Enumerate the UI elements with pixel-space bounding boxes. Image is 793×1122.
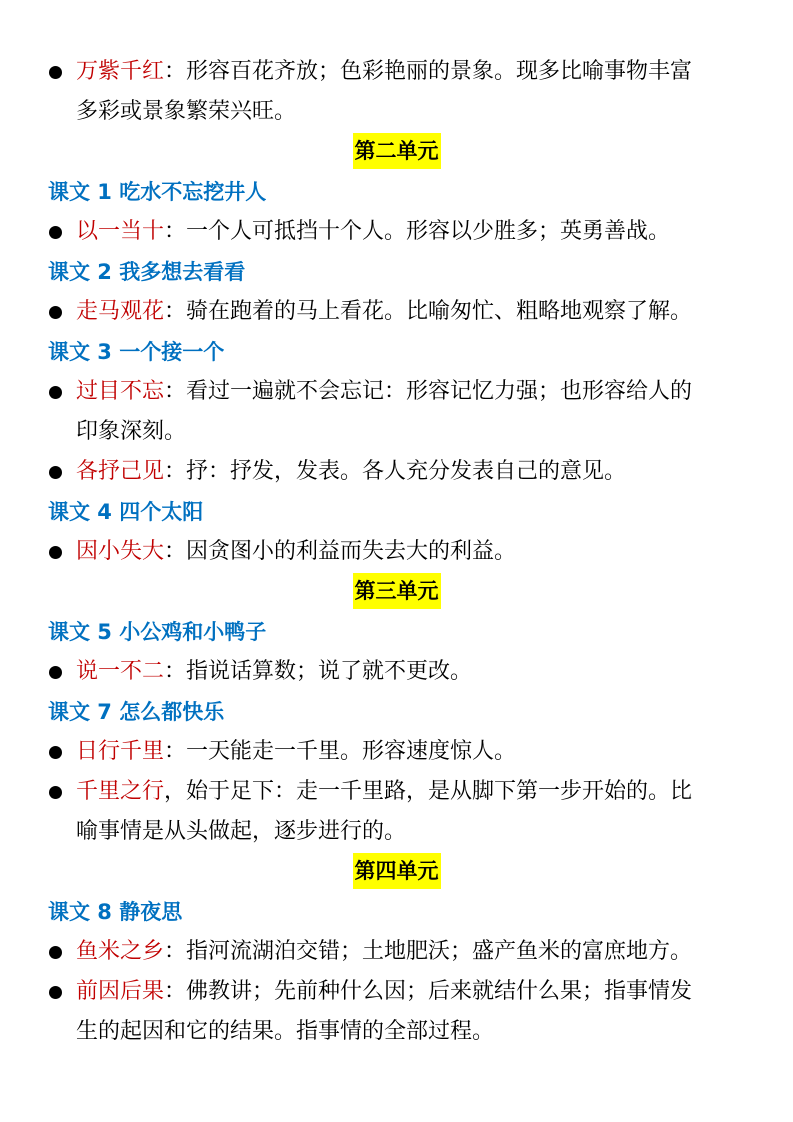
bullet-icon xyxy=(49,986,62,999)
idiom-term: 以一当十 xyxy=(76,219,165,244)
idiom-entry xyxy=(0,772,793,812)
idiom-definition: ：看过一遍就不会忘记：形容记忆力强；也形容给人的 xyxy=(164,379,693,404)
idiom-term: 因小失大 xyxy=(76,539,165,564)
lesson-heading: 课文 1 吃水不忘挖井人 xyxy=(48,180,267,204)
idiom-definition: ：形容百花齐放；色彩艳丽的景象。现多比喻事物丰富 xyxy=(164,59,693,84)
idiom-definition-continued: 多彩或景象繁荣兴旺。 xyxy=(76,99,297,124)
idiom-term: 走马观花 xyxy=(76,299,165,324)
lesson-heading: 课文 4 四个太阳 xyxy=(48,500,204,524)
idiom-entry xyxy=(0,452,793,492)
bullet-icon xyxy=(49,546,62,559)
idiom-definition-continued: 喻事情是从头做起，逐步进行的。 xyxy=(76,819,407,844)
idiom-term: 说一不二 xyxy=(76,659,165,684)
idiom-definition: ：一个人可抵挡十个人。形容以少胜多；英勇善战。 xyxy=(164,219,671,244)
bullet-icon xyxy=(49,946,62,959)
idiom-term: 千里之行 xyxy=(76,779,165,804)
lesson-heading: 课文 8 静夜思 xyxy=(48,900,183,924)
idiom-term: 前因后果 xyxy=(76,979,165,1004)
lesson-heading: 课文 2 我多想去看看 xyxy=(48,260,246,284)
idiom-term: 万紫千红 xyxy=(76,59,165,84)
unit-title: 第四单元 xyxy=(353,853,441,889)
unit-heading xyxy=(0,132,793,172)
idiom-entry xyxy=(0,292,793,332)
lesson-heading: 课文 5 小公鸡和小鸭子 xyxy=(48,620,267,644)
idiom-entry xyxy=(0,732,793,772)
idiom-definition: ：抒：抒发，发表。各人充分发表自己的意见。 xyxy=(164,459,627,484)
bullet-icon xyxy=(49,746,62,759)
idiom-definition: ：指河流湖泊交错；土地肥沃；盛产鱼米的富庶地方。 xyxy=(164,939,693,964)
lesson-heading: 课文 3 一个接一个 xyxy=(48,340,225,364)
idiom-entry xyxy=(0,932,793,972)
idiom-entry xyxy=(0,972,793,1012)
idiom-entry xyxy=(0,532,793,572)
bullet-icon xyxy=(49,666,62,679)
unit-heading xyxy=(0,852,793,892)
bullet-icon xyxy=(49,306,62,319)
idiom-term: 鱼米之乡 xyxy=(76,939,165,964)
bullet-icon xyxy=(49,66,62,79)
idiom-definition: ：指说话算数；说了就不更改。 xyxy=(164,659,473,684)
bullet-icon xyxy=(49,466,62,479)
idiom-definition-continued: 生的起因和它的结果。指事情的全部过程。 xyxy=(76,1019,495,1044)
idiom-definition-continued: 印象深刻。 xyxy=(76,419,187,444)
unit-title: 第三单元 xyxy=(353,573,441,609)
idiom-entry xyxy=(0,372,793,412)
idiom-definition: ：佛教讲；先前种什么因；后来就结什么果；指事情发 xyxy=(164,979,693,1004)
idiom-term: 各抒己见 xyxy=(76,459,165,484)
idiom-entry xyxy=(0,52,793,92)
lesson-heading: 课文 7 怎么都快乐 xyxy=(48,700,225,724)
idiom-definition: ：因贪图小的利益而失去大的利益。 xyxy=(164,539,517,564)
unit-heading xyxy=(0,572,793,612)
idiom-definition: ：骑在跑着的马上看花。比喻匆忙、粗略地观察了解。 xyxy=(164,299,693,324)
document-page xyxy=(0,52,793,1052)
bullet-icon xyxy=(49,226,62,239)
bullet-icon xyxy=(49,786,62,799)
idiom-entry xyxy=(0,212,793,252)
idiom-definition: ：一天能走一千里。形容速度惊人。 xyxy=(164,739,517,764)
unit-title: 第二单元 xyxy=(353,133,441,169)
idiom-term: 过目不忘 xyxy=(76,379,165,404)
idiom-definition: ，始于足下：走一千里路，是从脚下第一步开始的。比 xyxy=(164,779,693,804)
bullet-icon xyxy=(49,386,62,399)
idiom-entry xyxy=(0,652,793,692)
idiom-term: 日行千里 xyxy=(76,739,165,764)
